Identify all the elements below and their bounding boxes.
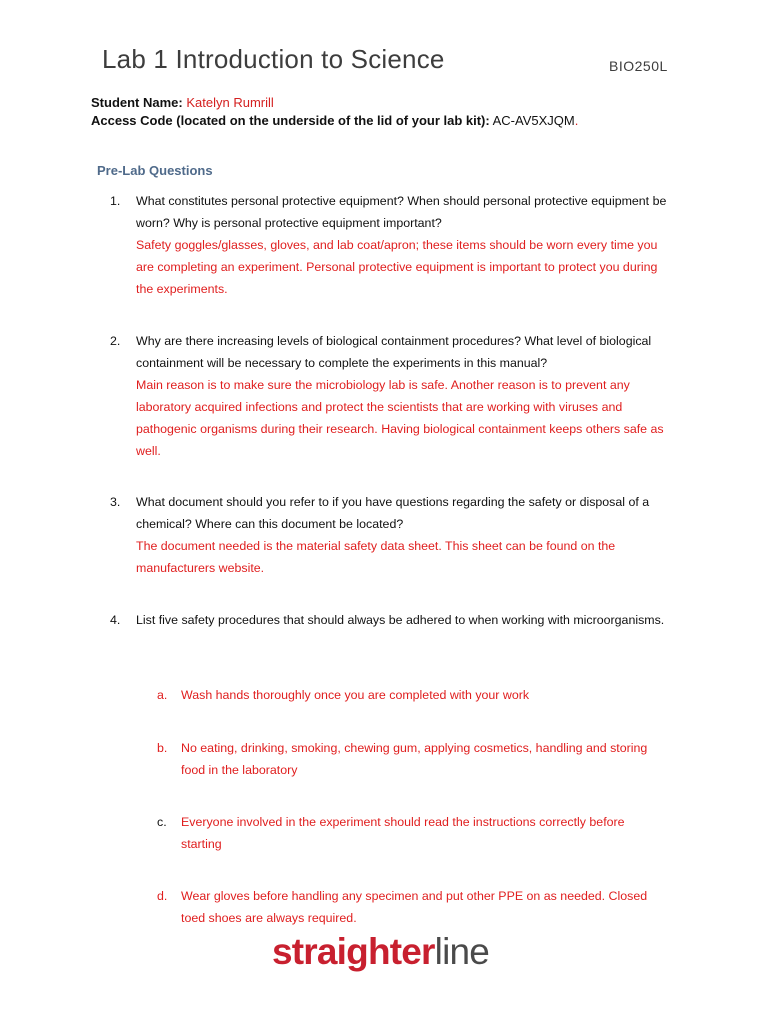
procedure-item [157,811,657,855]
question-answer: Main reason is to make sure the microbiology lab is safe. Another reason is to prevent any laboratory acquired infections and protect the scientists that are working with viruses and pathogenic organisms during their research. Having biological containment keeps others safe as well. [136,378,664,458]
course-code: BIO250L [609,58,668,74]
question-item [110,190,676,300]
procedure-text: Wear gloves before handling any specimen and put other PPE on as needed. Closed toed shoes are always required. [181,889,648,925]
access-code-line [91,112,578,130]
access-code-label: Access Code (located on the underside of the lid of your lab kit): [91,113,490,128]
question-text: What document should you refer to if you have questions regarding the safety or disposal of a chemical? Where can this document be located? [136,495,650,531]
question-answer: The document needed is the material safety data sheet. This sheet can be found on the manufacturers website. [136,539,616,575]
procedure-text: No eating, drinking, smoking, chewing gum, applying cosmetics, handling and storing food in the laboratory [181,741,648,777]
question-text: List five safety procedures that should always be adhered to when working with microorganisms. [136,613,665,627]
procedure-letter: a. [157,688,168,702]
procedure-item [157,885,657,929]
procedure-item [157,684,657,706]
logo-part-line: line [434,931,490,972]
procedure-text: Everyone involved in the experiment should read the instructions correctly before starting [181,815,625,851]
question-text: Why are there increasing levels of biological containment procedures? What level of biological containment will be necessary to complete the experiments in this manual? [136,334,652,370]
access-code-suffix: . [574,113,579,128]
question-text: What constitutes personal protective equipment? When should personal protective equipment be worn? Why is personal protective equipment important? [136,194,667,230]
question-number: 1. [110,194,121,208]
procedure-text: Wash hands thoroughly once you are completed with your work [181,688,530,702]
procedure-letter: b. [157,741,168,755]
question-number: 3. [110,495,121,509]
question-item [110,491,676,579]
procedure-letter: d. [157,889,168,903]
student-name-line [91,94,274,112]
access-code-value: AC-AV5XJQM [492,113,575,128]
straighterline-logo [272,930,489,974]
section-heading: Pre-Lab Questions [97,163,213,178]
question-answer: Safety goggles/glasses, gloves, and lab coat/apron; these items should be worn every time you are completing an experiment. Personal protective equipment is important to protect you during the experiments. [136,238,658,296]
question-item [110,609,676,631]
page-title: Lab 1 Introduction to Science [102,44,445,74]
procedure-letter: c. [157,815,167,829]
logo-part-straighter: straighter [272,931,435,972]
question-item [110,330,676,462]
question-number: 4. [110,613,121,627]
student-name-value: Katelyn Rumrill [186,95,274,110]
student-name-label: Student Name: [91,95,183,110]
question-number: 2. [110,334,121,348]
procedure-item [157,737,657,781]
